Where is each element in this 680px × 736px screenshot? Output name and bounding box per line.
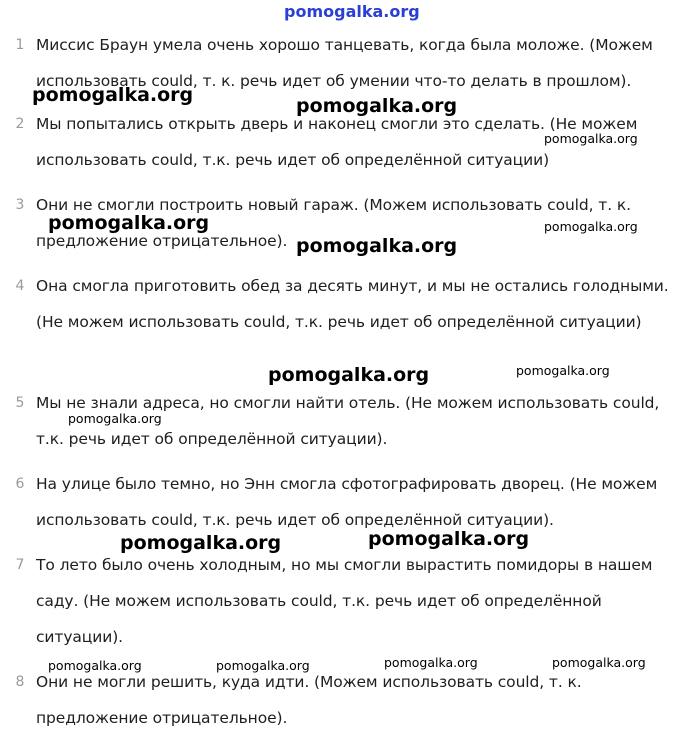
item-number: 5 [15, 395, 25, 411]
watermark: pomogalka.org [544, 131, 638, 146]
item-number: 7 [15, 557, 25, 573]
watermark: pomogalka.org [544, 219, 638, 234]
item-number: 2 [15, 116, 25, 132]
watermark: pomogalka.org [48, 658, 142, 673]
item-text: Мы попытались открыть дверь и наконец смогли это сделать. (Не можем использовать could, т.к. речь идет об определённой ситуации) [36, 115, 638, 169]
item-text: Миссис Браун умела очень хорошо танцевать, когда была моложе. (Можем использовать could, т. к. речь идет об умении что-то делать в прошлом). [36, 36, 653, 90]
item-text: Они не могли решить, куда идти. (Можем использовать could, т. к. предложение отрицательное). [36, 673, 582, 727]
item-text: На улице было темно, но Энн смогла сфотографировать дворец. (Не можем использовать could, т.к. речь идет об определённой ситуации). [36, 475, 658, 529]
watermark: pomogalka.org [384, 655, 478, 670]
watermark: pomogalka.org [368, 528, 530, 550]
watermark: pomogalka.org [296, 95, 458, 117]
item-text: То лето было очень холодным, но мы смогли вырастить помидоры в нашем саду. (Не можем использовать could, т.к. речь идет об определённой ситуации). [36, 556, 653, 646]
item-text: Они не смогли построить новый гараж. (Можем использовать could, т. к. предложение отрицательное). [36, 196, 631, 250]
watermark: pomogalka.org [516, 363, 610, 378]
item-number: 1 [15, 37, 25, 53]
watermark: pomogalka.org [48, 212, 210, 234]
watermark: pomogalka.org [268, 364, 430, 386]
watermark: pomogalka.org [216, 658, 310, 673]
item-number: 8 [15, 674, 25, 690]
watermark: pomogalka.org [296, 235, 458, 257]
watermark: pomogalka.org [120, 532, 282, 554]
item-text: Она смогла приготовить обед за десять минут, и мы не остались голодными. (Не можем использовать could, т.к. речь идет об определённой ситуации) [36, 277, 669, 331]
item-number: 4 [15, 278, 25, 294]
item-text: Мы не знали адреса, но смогли найти отель. (Не можем использовать could, т.к. речь идет об определённой ситуации). [36, 394, 660, 448]
watermark: pomogalka.org [68, 411, 162, 426]
item-number: 3 [15, 197, 25, 213]
watermark: pomogalka.org [552, 655, 646, 670]
watermark: pomogalka.org [32, 84, 194, 106]
header-watermark: pomogalka.org [284, 2, 420, 21]
item-number: 6 [15, 476, 25, 492]
